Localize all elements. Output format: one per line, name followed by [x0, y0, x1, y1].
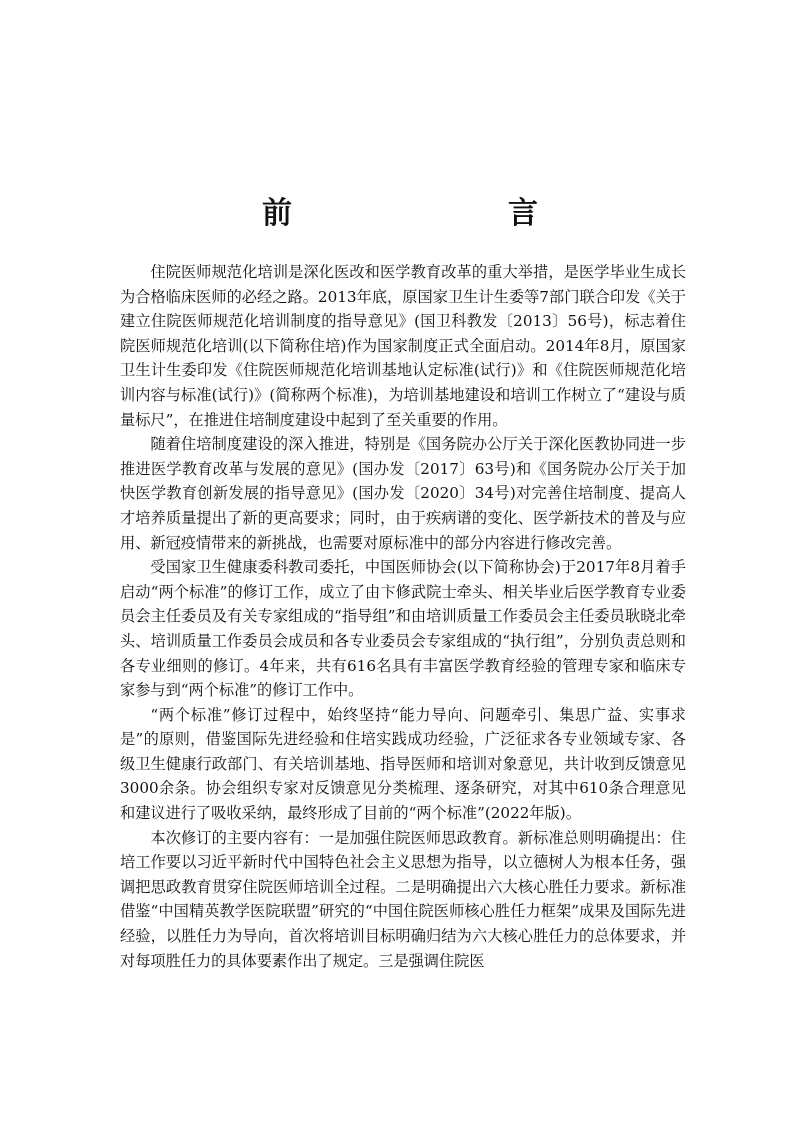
paragraph-5: 本次修订的主要内容有：一是加强住院医师思政教育。新标准总则明确提出：住培工作要以习近平新时代中国特色社会主义思想为指导，以立德树人为根本任务，强调把思政教育贯穿住院医师培训全过程。二是明确提出六大核心胜任力要求。新标准借鉴“中国精英教学医院联盟”研究的“中国住院医师核心胜任力框架”成果及国际先进经验，以胜任力为导向，首次将培训目标明确归结为六大核心胜任力的总体要求，并对每项胜任力的具体要素作出了规定。三是强调住院医 [120, 828, 686, 970]
page-title: 前 言 [262, 196, 590, 231]
paragraph-2: 随着住培制度建设的深入推进，特别是《国务院办公厅关于深化医教协同进一步推进医学教育改革与发展的意见》(国办发〔2017〕63号)和《国务院办公厅关于加快医学教育创新发展的指导意见》(国办发〔2020〕34号)对完善住培制度、提高人才培养质量提出了新的更高要求；同时，由于疾病谱的变化、医学新技术的普及与应用、新冠疫情带来的新挑战，也需要对原标准中的部分内容进行修改完善。 [120, 435, 686, 552]
body-text [120, 260, 686, 973]
paragraph-4: “两个标准”修订过程中，始终坚持“能力导向、问题牵引、集思广益、实事求是”的原则，借鉴国际先进经验和住培实践成功经验，广泛征求各专业领域专家、各级卫生健康行政部门、有关培训基地、指导医师和培训对象意见，共计收到反馈意见3000余条。协会组织专家对反馈意见分类梳理、逐条研究，对其中610条合理意见和建议进行了吸收采纳，最终形成了目前的“两个标准”(2022年版)。 [120, 705, 686, 823]
paragraph-1: 住院医师规范化培训是深化医改和医学教育改革的重大举措，是医学毕业生成长为合格临床医师的必经之路。2013年底，原国家卫生计生委等7部门联合印发《关于建立住院医师规范化培训制度的指导意见》(国卫科教发〔2013〕56号)，标志着住院医师规范化培训(以下简称住培)作为国家制度正式全面启动。2014年8月，原国家卫生计生委印发《住院医师规范化培训基地认定标准(试行)》和《住院医师规范化培训内容与标准(试行)》(简称两个标准)，为培训基地建设和培训工作树立了“建设与质量标尺”，在推进住培制度建设中起到了至关重要的作用。 [120, 263, 686, 429]
paragraph-3: 受国家卫生健康委科教司委托，中国医师协会(以下简称协会)于2017年8月着手启动“两个标准”的修订工作，成立了由卞修武院士牵头、相关毕业后医学教育专业委员会主任委员及有关专家组成的“指导组”和由培训质量工作委员会主任委员耿晓北牵头、培训质量工作委员会成员和各专业委员会专家组成的“执行组”，分别负责总则和各专业细则的修订。4年来，共有616名具有丰富医学教育经验的管理专家和临床专家参与到“两个标准”的修订工作中。 [120, 558, 686, 700]
